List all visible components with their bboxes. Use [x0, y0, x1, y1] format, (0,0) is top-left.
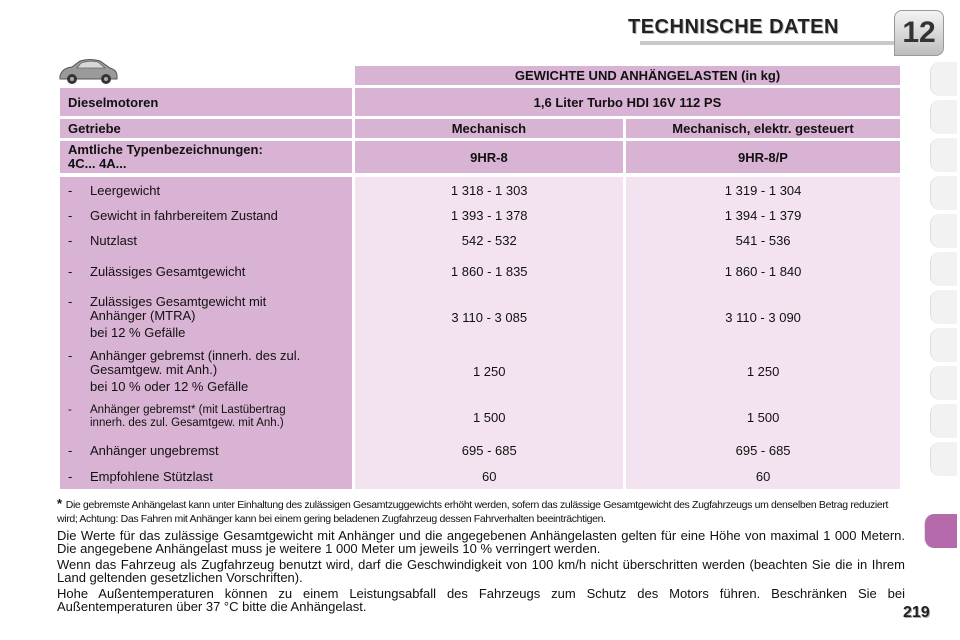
row-label: Zulässiges Gesamtgewicht mit	[90, 293, 267, 309]
type-value: 9HR-8/P	[626, 141, 900, 173]
gearbox-row	[60, 119, 900, 138]
type-row	[60, 141, 900, 173]
row-label-cont: Anhänger (MTRA)	[90, 307, 196, 323]
row-label: Anhänger gebremst (innerh. des zul.	[90, 347, 301, 363]
chapter-badge: 12	[894, 10, 944, 56]
footnote-text: Die gebremste Anhängelast kann unter Einhaltung des zulässigen Gesamtzuggewichts erhöht werden, sofern das zulässige Gesamtgewicht des Zugfahrzeugs um denselben Betrag reduziert wird; Achtung: Das Fahren mit Anhänger kann bei einem gering beladenen Zugfahrzeug dessen Fahrverhalten beeinträchtigen.	[57, 499, 889, 525]
chapter-tab[interactable]	[930, 328, 957, 362]
table-row	[60, 289, 900, 345]
page-title: TECHNISCHE DATEN	[628, 16, 839, 38]
table-row	[60, 345, 900, 397]
row-value: 542 - 532	[355, 228, 623, 253]
row-value: 1 860 - 1 835	[355, 253, 623, 289]
row-value: 1 318 - 1 303	[355, 177, 623, 203]
chapter-tab[interactable]	[930, 442, 957, 476]
chapter-tab[interactable]	[930, 404, 957, 438]
bullet-dash: -	[68, 468, 73, 484]
chapter-tab[interactable]	[930, 366, 957, 400]
chapter-tab[interactable]	[930, 62, 957, 96]
row-label-cont: Gesamtgew. mit Anh.)	[90, 361, 218, 377]
row-value: 60	[626, 463, 900, 489]
row-value: 1 860 - 1 840	[626, 253, 900, 289]
table-row	[60, 253, 900, 289]
table-row	[60, 177, 900, 203]
engine-row	[60, 88, 900, 116]
row-value: 60	[355, 463, 623, 489]
row-value: 1 500	[355, 397, 623, 437]
type-label-line: 4C... 4A...	[68, 156, 127, 171]
row-label-cont: bei 10 % oder 12 % Gefälle	[90, 378, 249, 394]
row-value: 695 - 685	[355, 437, 623, 463]
gearbox-value: Mechanisch, elektr. gesteuert	[626, 119, 900, 138]
table-row	[60, 463, 900, 489]
row-value: 1 250	[626, 345, 900, 397]
body-paragraph: Wenn das Fahrzeug als Zugfahrzeug benutzt wird, darf die Geschwindigkeit von 100 km/h nicht überschritten werden (beachten Sie die in Ihrem Land geltenden gesetzlichen Vorschriften).	[57, 557, 905, 585]
chapter-tab[interactable]	[930, 176, 957, 210]
bullet-dash: -	[68, 263, 73, 279]
body-paragraph: Die Werte für das zulässige Gesamtgewicht mit Anhänger und die angegebenen Anhängelasten gelten für eine Höhe von maximal 1 000 Metern. Die angegebene Anhängelast muss je weitere 1 000 Meter um jeweils 10 % verringert werden.	[57, 528, 905, 556]
bullet-dash: -	[68, 233, 73, 248]
engine-value: 1,6 Liter Turbo HDI 16V 112 PS	[355, 88, 900, 116]
body-paragraph: Hohe Außentemperaturen können zu einem Leistungsabfall des Fahrzeugs zum Schutz des Motors führen. Beschränken Sie bei Außentemperaturen über 37 °C bitte die Anhängelast.	[57, 586, 905, 614]
table-row	[60, 397, 900, 437]
row-value: 1 394 - 1 379	[626, 203, 900, 228]
type-label	[60, 141, 352, 173]
footnote-star: *	[57, 496, 62, 511]
page-number: 219	[903, 604, 930, 621]
bullet-dash: -	[68, 182, 73, 198]
gearbox-value: Mechanisch	[355, 119, 623, 138]
row-value: 3 110 - 3 085	[355, 289, 623, 345]
row-value: 1 250	[355, 345, 623, 397]
header-rule	[640, 41, 900, 45]
row-value: 541 - 536	[626, 228, 900, 253]
table-caption: GEWICHTE UND ANHÄNGELASTEN (in kg)	[355, 66, 900, 85]
row-value: 3 110 - 3 090	[626, 289, 900, 345]
footnote	[57, 497, 907, 526]
chapter-tab[interactable]	[930, 290, 957, 324]
chapter-tabs	[930, 62, 960, 607]
row-label-cont: bei 12 % Gefälle	[90, 324, 186, 340]
row-value: 1 393 - 1 378	[355, 203, 623, 228]
table-row	[60, 437, 900, 463]
row-value: 1 319 - 1 304	[626, 177, 900, 203]
row-label: Zulässiges Gesamtgewicht	[90, 263, 246, 279]
bullet-dash: -	[68, 347, 73, 363]
row-label: Nutzlast	[90, 233, 137, 248]
chapter-tab[interactable]	[930, 138, 957, 172]
weights-body-table	[57, 177, 903, 489]
chapter-tab[interactable]	[930, 214, 957, 248]
bullet-dash: -	[68, 208, 73, 223]
bullet-dash: -	[68, 442, 73, 458]
row-label-cont: innerh. des zul. Gesamtgew. mit Anh.)	[90, 417, 284, 429]
weights-table	[57, 63, 903, 176]
row-label: Empfohlene Stützlast	[90, 468, 213, 484]
bullet-dash: -	[68, 404, 72, 416]
table-row	[60, 228, 900, 253]
row-label: Gewicht in fahrbereitem Zustand	[90, 208, 278, 223]
table-row	[60, 203, 900, 228]
engine-label: Dieselmotoren	[60, 88, 352, 116]
row-value: 1 500	[626, 397, 900, 437]
row-label: Anhänger ungebremst	[90, 442, 219, 458]
type-value: 9HR-8	[355, 141, 623, 173]
row-label: Anhänger gebremst* (mit Lastübertrag	[90, 404, 286, 416]
chapter-tab-active[interactable]	[924, 514, 957, 548]
gearbox-label: Getriebe	[60, 119, 352, 138]
table-caption-row	[60, 66, 900, 85]
bullet-dash: -	[68, 293, 73, 309]
chapter-tab[interactable]	[930, 252, 957, 286]
row-value: 695 - 685	[626, 437, 900, 463]
row-label: Leergewicht	[90, 182, 161, 198]
type-label-line: Amtliche Typenbezeichnungen:	[68, 142, 263, 157]
chapter-tab[interactable]	[930, 100, 957, 134]
